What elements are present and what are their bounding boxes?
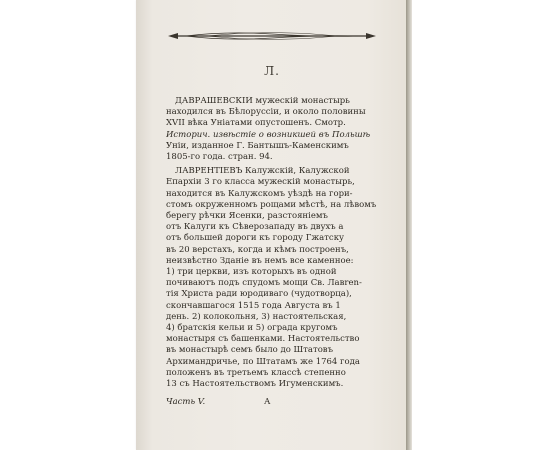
text-line: Епархіи 3 го класса мужескій монастырь, [166, 177, 355, 188]
text-line: тія Христа ради юродиваго (чудотворца), [166, 289, 352, 300]
text-line: ДАВРАШЕВСКІЙ мужескій монастырь [175, 96, 350, 106]
text-line: Архимандричье, по Штатамъ же 1764 года [166, 356, 360, 367]
ornament-rule-icon [166, 30, 378, 42]
text-line: въ 20 верстахъ, когда и кѣмъ построенъ, [166, 244, 349, 255]
text-line: отъ Калуги къ Сѣверозападу въ двухъ а [166, 222, 344, 233]
text-line: почиваютъ подъ спудомъ мощи Св. Лавren- [166, 278, 362, 289]
text-line: 13 съ Настоятельствомъ Игуменскимъ. [166, 379, 344, 390]
text-line: 1805-го года. стран. 94. [166, 152, 273, 163]
section-letter: Л. [264, 64, 280, 78]
text-line: ЛАВРЕНТІЕВЪ Калужскій, Калужской [175, 166, 350, 177]
text-line: день. 2) колокольня, 3) настоятельская, [166, 311, 347, 322]
text-line: скончавшагося 1515 года Августа въ 1 [166, 300, 341, 311]
text-line: стомъ окруженномъ рощами мѣстѣ, на лѣвомъ [166, 199, 377, 210]
book-page [136, 0, 408, 450]
signature-mark: А [264, 397, 271, 407]
page-edge [406, 0, 412, 450]
text-line: отъ большей дороги къ городу Гжатску [166, 233, 345, 244]
text-line: 4) братскія кельи и 5) ограда кругомъ [166, 323, 338, 334]
text-line: монастыря съ башенками. Настоятельство [166, 334, 360, 345]
text-line: въ монастырѣ семъ было до Штатовъ [166, 345, 334, 356]
text-line: неизвѣстно Зданіе въ немъ все каменное: [166, 255, 354, 266]
text-line: 1) три церкви, изъ которыхъ въ одной [166, 267, 337, 278]
text-line: берегу рѣчки Ясенки, разстояніемъ [166, 211, 328, 222]
text-line: находится въ Калужскомъ уѣздѣ на гори- [166, 188, 353, 199]
text-line: находился въ Бѣлоруссіи, и около половины [166, 107, 366, 118]
volume-label: Часть V. [166, 397, 206, 407]
text-line: положенъ въ третьемъ классѣ степенно [166, 367, 346, 378]
body-text [166, 96, 377, 390]
text-line: Уніи, изданное Г. Бантышъ-Каменскимъ [166, 140, 349, 151]
text-line: XVII вѣка Уніатами опустошенъ. Смотр. [166, 118, 346, 129]
text-line: Историч. извѣстіе о возникшей въ Польшѣ [166, 129, 371, 140]
